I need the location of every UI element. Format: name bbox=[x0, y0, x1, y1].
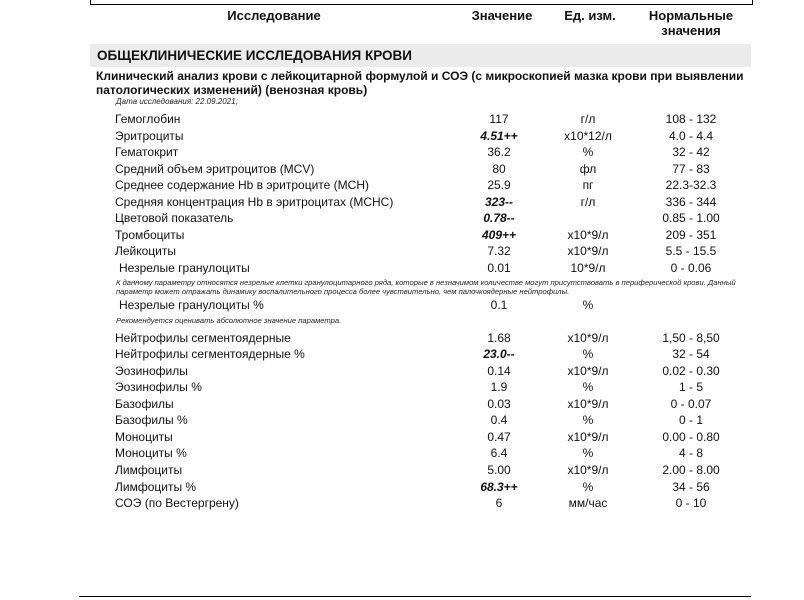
row-unit: мм/час bbox=[568, 496, 608, 510]
row-unit: % bbox=[582, 480, 594, 494]
row-norm: 5.5 - 15.5 bbox=[665, 244, 717, 258]
row-norm: 0.00 - 0.80 bbox=[662, 430, 720, 444]
row-norm: 1 - 5 bbox=[678, 380, 703, 394]
column-header-test: Исследование bbox=[227, 8, 321, 23]
row-value: 0.4 bbox=[490, 413, 508, 427]
row-value: 0.1 bbox=[490, 298, 508, 312]
row-unit: x10*9/л bbox=[567, 364, 609, 378]
row-test-name: Моноциты bbox=[115, 430, 173, 444]
row-test-name: Базофилы % bbox=[115, 413, 188, 427]
section-title: ОБЩЕКЛИНИЧЕСКИЕ ИССЛЕДОВАНИЯ КРОВИ bbox=[90, 44, 751, 67]
row-unit: % bbox=[582, 347, 594, 361]
row-value: 1.68 bbox=[487, 331, 511, 345]
row-test-name: Среднее содержание Hb в эритроците (MCH) bbox=[115, 178, 369, 192]
table-row bbox=[0, 396, 804, 412]
table-row bbox=[0, 346, 804, 362]
row-norm: 336 - 344 bbox=[665, 195, 717, 209]
table-row bbox=[0, 144, 804, 160]
row-norm: 22.3-32.3 bbox=[665, 178, 717, 192]
row-unit: пг bbox=[582, 178, 594, 192]
row-test-name: Лимфоциты % bbox=[115, 480, 197, 494]
row-norm: 0.02 - 0.30 bbox=[662, 364, 720, 378]
row-norm: 77 - 83 bbox=[672, 162, 710, 176]
table-row bbox=[0, 177, 804, 193]
row-unit: % bbox=[582, 446, 594, 460]
row-value: 36.2 bbox=[487, 145, 511, 159]
table-row bbox=[0, 227, 804, 243]
row-value: 7.32 bbox=[487, 244, 511, 258]
row-value: 80 bbox=[492, 162, 506, 176]
column-header-norm-line1: Нормальные bbox=[648, 8, 734, 23]
row-unit: x10*9/л bbox=[567, 244, 609, 258]
row-norm: 2.00 - 8.00 bbox=[662, 463, 720, 477]
row-norm: 0.85 - 1.00 bbox=[662, 211, 720, 225]
row-value-abnormal: 68.3++ bbox=[480, 480, 518, 494]
table-row bbox=[0, 210, 804, 226]
row-norm: 0 - 0.07 bbox=[670, 397, 712, 411]
table-row bbox=[0, 194, 804, 210]
row-test-name: Средний объем эритроцитов (MCV) bbox=[115, 162, 315, 176]
row-unit: x10*9/л bbox=[567, 331, 609, 345]
table-row bbox=[0, 260, 804, 276]
row-unit: % bbox=[582, 298, 594, 312]
row-norm: 0 - 0.06 bbox=[670, 261, 712, 275]
row-unit: x10*9/л bbox=[567, 463, 609, 477]
row-unit: г/л bbox=[580, 112, 596, 126]
bottom-rule bbox=[79, 596, 751, 597]
row-unit: x10*9/л bbox=[567, 430, 609, 444]
row-unit: % bbox=[582, 145, 594, 159]
table-row bbox=[0, 363, 804, 379]
row-test-name: Гематокрит bbox=[115, 145, 179, 159]
row-value-abnormal: 323-- bbox=[484, 195, 513, 209]
page-frame-top bbox=[90, 0, 753, 5]
row-value: 0.47 bbox=[487, 430, 511, 444]
row-test-name: Моноциты % bbox=[115, 446, 187, 460]
row-norm: 0 - 10 bbox=[675, 496, 707, 510]
row-test-name: Базофилы bbox=[115, 397, 174, 411]
table-row bbox=[0, 495, 804, 511]
row-test-name: СОЭ (по Вестергрену) bbox=[115, 496, 239, 510]
column-header-norm bbox=[641, 8, 741, 38]
row-test-name: Гемоглобин bbox=[115, 112, 181, 126]
row-value: 1.9 bbox=[490, 380, 508, 394]
row-norm: 0 - 1 bbox=[678, 413, 703, 427]
table-row bbox=[0, 412, 804, 428]
row-value-abnormal: 4.51++ bbox=[480, 129, 518, 143]
table-row bbox=[0, 128, 804, 144]
column-header-norm-line2: значения bbox=[661, 23, 721, 38]
table-row bbox=[0, 445, 804, 461]
row-test-name: Лимфоциты bbox=[115, 463, 183, 477]
row-test-name: Незрелые гранулоциты bbox=[119, 261, 250, 275]
row-unit: 10*9/л bbox=[570, 261, 606, 275]
row-norm: 1,50 - 8,50 bbox=[662, 331, 720, 345]
row-value: 5.00 bbox=[487, 463, 511, 477]
table-row bbox=[0, 379, 804, 395]
row-unit: x10*9/л bbox=[567, 228, 609, 242]
table-row bbox=[0, 297, 804, 313]
row-test-name: Эритроциты bbox=[115, 129, 184, 143]
note-absolute-value: Рекомендуется оценивать абсолютное значение параметра. bbox=[116, 316, 342, 325]
note-immature-granulocytes: К данному параметру относятся незрелые клетки гранулоцитарного ряда, которые в незначимом количестве могут присутствовать в периферической крови. Данный параметр может отражать динамику воспалительного процесса более чувствительно, чем палочкоядерные нейтрофилы. bbox=[116, 278, 736, 296]
row-value-abnormal: 0.78-- bbox=[483, 211, 515, 225]
row-value-abnormal: 23.0-- bbox=[483, 347, 515, 361]
row-unit: % bbox=[582, 413, 594, 427]
row-test-name: Нейтрофилы сегментоядерные bbox=[115, 331, 291, 345]
row-norm: 32 - 54 bbox=[672, 347, 710, 361]
row-value-abnormal: 409++ bbox=[481, 228, 517, 242]
column-header-unit: Ед. изм. bbox=[564, 8, 616, 23]
row-value: 0.03 bbox=[487, 397, 511, 411]
row-test-name: Средняя концентрация Hb в эритроцитах (MCHC) bbox=[115, 195, 394, 209]
row-test-name: Эозинофилы bbox=[115, 364, 188, 378]
row-value: 6.4 bbox=[490, 446, 508, 460]
row-unit: x10*12/л bbox=[564, 129, 612, 143]
table-row bbox=[0, 111, 804, 127]
row-test-name: Незрелые гранулоциты % bbox=[119, 298, 264, 312]
row-norm: 209 - 351 bbox=[665, 228, 717, 242]
row-unit: г/л bbox=[580, 195, 596, 209]
table-row bbox=[0, 243, 804, 259]
row-unit: % bbox=[582, 380, 594, 394]
row-value: 6 bbox=[495, 496, 503, 510]
row-test-name: Эозинофилы % bbox=[115, 380, 202, 394]
table-row bbox=[0, 429, 804, 445]
row-test-name: Лейкоциты bbox=[115, 244, 177, 258]
row-value: 25.9 bbox=[487, 178, 511, 192]
row-norm: 4 - 8 bbox=[678, 446, 703, 460]
table-row bbox=[0, 479, 804, 495]
column-header-value: Значение bbox=[471, 8, 533, 23]
row-value: 0.01 bbox=[487, 261, 511, 275]
row-norm: 34 - 56 bbox=[672, 480, 710, 494]
row-unit: фл bbox=[579, 162, 597, 176]
table-row bbox=[0, 330, 804, 346]
row-norm: 32 - 42 bbox=[672, 145, 710, 159]
row-test-name: Нейтрофилы сегментоядерные % bbox=[115, 347, 305, 361]
row-norm: 108 - 132 bbox=[665, 112, 717, 126]
study-date: Дата исследования: 22.09.2021; bbox=[116, 97, 238, 106]
test-title: Клинический анализ крови с лейкоцитарной формулой и СОЭ (с микроскопией мазка крови при выявлении патологических изменений) (венозная кровь) bbox=[96, 69, 744, 97]
row-test-name: Цветовой показатель bbox=[115, 211, 234, 225]
row-unit: x10*9/л bbox=[567, 397, 609, 411]
row-value: 0.14 bbox=[487, 364, 511, 378]
table-row bbox=[0, 161, 804, 177]
row-test-name: Тромбоциты bbox=[115, 228, 185, 242]
table-row bbox=[0, 462, 804, 478]
row-norm: 4.0 - 4.4 bbox=[668, 129, 714, 143]
row-value: 117 bbox=[489, 112, 509, 126]
